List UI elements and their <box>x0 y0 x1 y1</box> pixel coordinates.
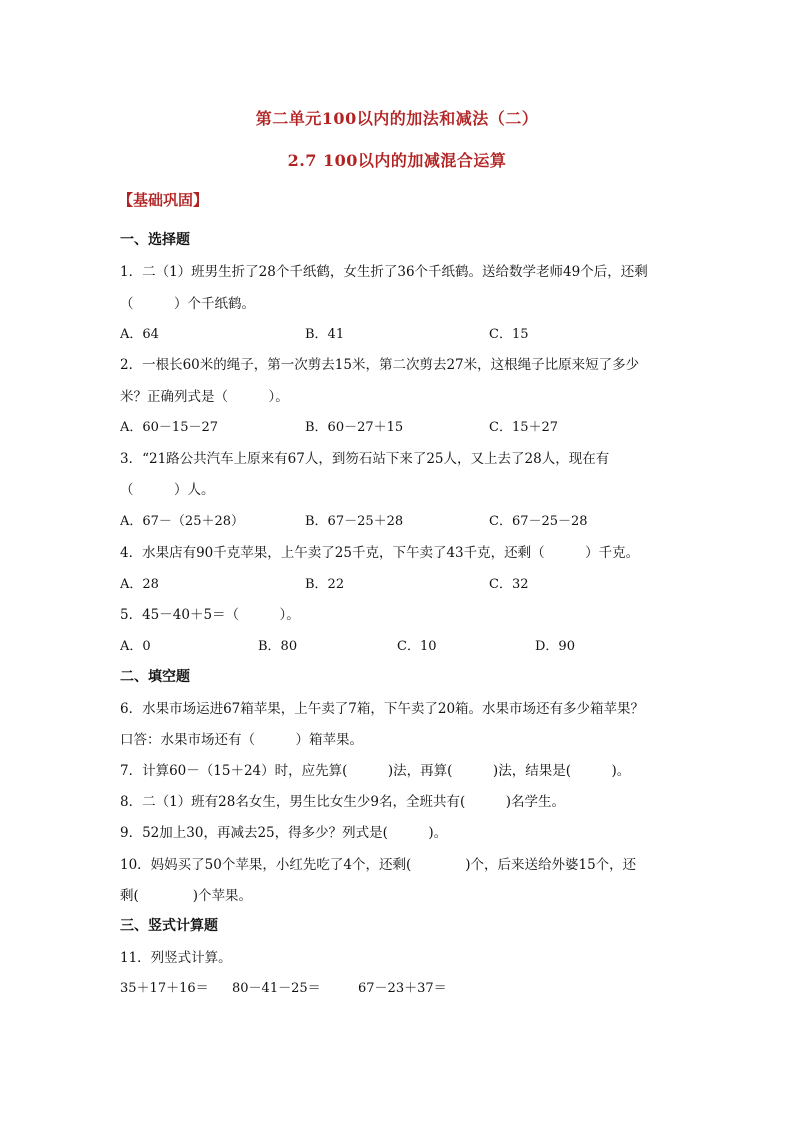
question-9: 9．52加上30，再减去25，得多少？列式是( )。 <box>120 825 448 841</box>
heading-vertical-calculation: 三、竖式计算题 <box>120 918 218 934</box>
expression-2: 80－41－25＝ <box>232 981 321 996</box>
question-7: 7．计算60－（15＋24）时，应先算( )法，再算( )法，结果是( )。 <box>120 763 631 779</box>
question-4-option-b[interactable]: B．22 <box>305 577 345 592</box>
section-tag-basic: 【基础巩固】 <box>118 191 209 209</box>
question-2-option-b[interactable]: B．60－27＋15 <box>305 420 404 435</box>
question-3-option-c[interactable]: C．67－25－28 <box>489 514 588 529</box>
question-6-line-1: 6．水果市场运进67箱苹果，上午卖了7箱，下午卖了20箱。水果市场还有多少箱苹果？ <box>120 701 645 717</box>
question-4-option-a[interactable]: A．28 <box>120 577 159 592</box>
question-5-option-d[interactable]: D．90 <box>535 639 575 654</box>
heading-fill-in-blank: 二、填空题 <box>120 669 190 685</box>
question-4-option-c[interactable]: C．32 <box>489 577 529 592</box>
question-2-option-a[interactable]: A．60－15－27 <box>120 420 219 435</box>
question-1-option-c[interactable]: C．15 <box>489 327 529 342</box>
question-2-line-2: 米？正确列式是（ ）。 <box>120 389 289 405</box>
question-3-option-a[interactable]: A．67－（25＋28） <box>120 514 245 529</box>
question-5-line-1: 5．45－40＋5＝（ ）。 <box>120 607 300 623</box>
question-1-line-1: 1．二（1）班男生折了28个千纸鹤，女生折了36个千纸鹤。送给数学老师49个后，还剩 <box>120 264 648 280</box>
question-5-option-a[interactable]: A．0 <box>120 639 151 654</box>
question-3-option-b[interactable]: B．67－25＋28 <box>305 514 404 529</box>
question-4-line-1: 4．水果店有90千克苹果，上午卖了25千克，下午卖了43千克，还剩（ ）千克。 <box>120 545 640 561</box>
question-10-line-1: 10．妈妈买了50个苹果，小红先吃了4个，还剩( )个，后来送给外婆15个，还 <box>120 857 637 873</box>
question-5-option-b[interactable]: B．80 <box>258 639 298 654</box>
question-10-line-2: 剩( )个苹果。 <box>120 888 253 904</box>
question-1-option-b[interactable]: B．41 <box>305 327 345 342</box>
question-2-option-c[interactable]: C．15＋27 <box>489 420 559 435</box>
lesson-title: 2.7 100以内的加减混合运算 <box>287 151 507 170</box>
question-8: 8．二（1）班有28名女生，男生比女生少9名，全班共有( )名学生。 <box>120 794 565 810</box>
expression-1: 35＋17＋16＝ <box>120 981 209 996</box>
question-6-line-2: 口答：水果市场还有（ ）箱苹果。 <box>120 732 363 748</box>
unit-title: 第二单元100以内的加法和减法（二） <box>255 109 539 128</box>
heading-multiple-choice: 一、选择题 <box>120 232 190 248</box>
question-5-option-c[interactable]: C．10 <box>397 639 437 654</box>
expression-3: 67－23＋37＝ <box>358 981 447 996</box>
question-11: 11．列竖式计算。 <box>120 950 232 966</box>
question-3-line-2: （ ）人。 <box>120 482 215 498</box>
question-3-line-1: 3．“21路公共汽车上原来有67人，到笏石站下来了25人，又上去了28人，现在有 <box>120 451 610 467</box>
question-1-option-a[interactable]: A．64 <box>120 327 159 342</box>
question-2-line-1: 2．一根长60米的绳子，第一次剪去15米，第二次剪去27米，这根绳子比原来短了多少 <box>120 357 640 373</box>
question-1-line-2: （ ）个千纸鹤。 <box>120 296 255 312</box>
